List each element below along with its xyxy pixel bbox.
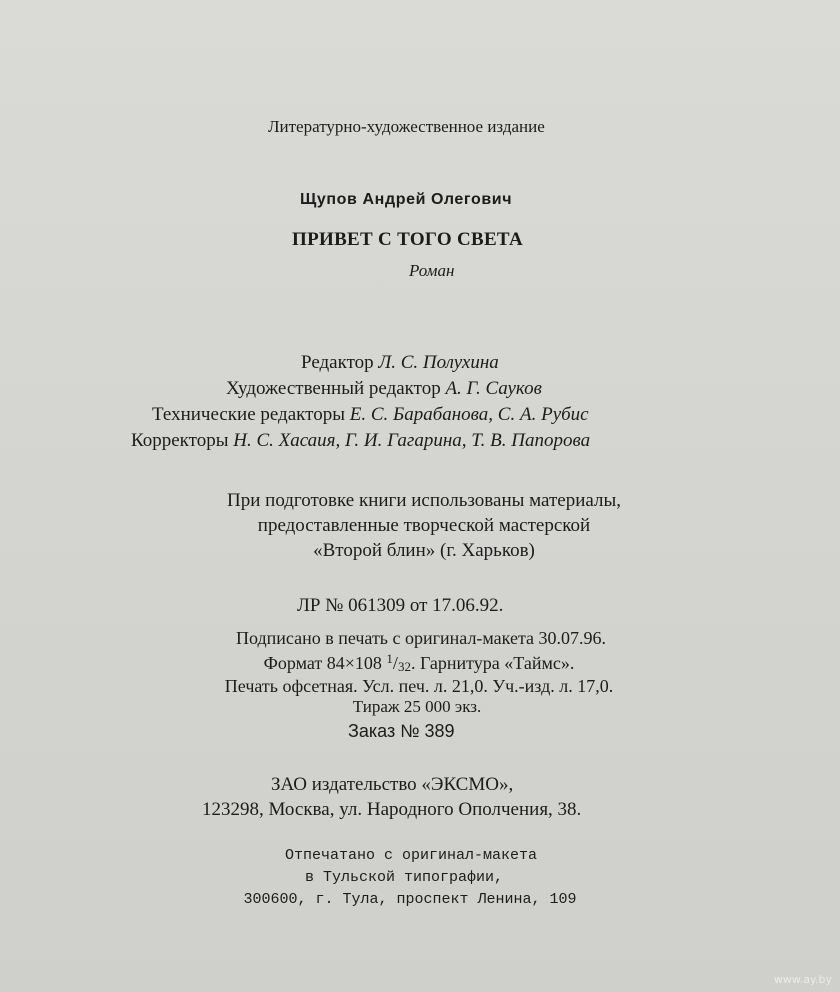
publisher-address: 123298, Москва, ул. Народного Ополчения, 38. <box>202 799 582 820</box>
credit-names: Н. С. Хасаия, Г. И. Гагарина, Т. В. Папорова <box>233 430 591 451</box>
format-denominator: 32 <box>397 659 411 674</box>
credit-art-editor <box>226 379 542 398</box>
order-number: Заказ № 389 <box>348 721 455 741</box>
credit-role: Художественный редактор <box>226 378 441 399</box>
book-title: ПРИВЕТ С ТОГО СВЕТА <box>292 229 523 250</box>
credit-role: Технические редакторы <box>152 404 345 425</box>
printed-line-3: 300600, г. Тула, проспект Ленина, 109 <box>243 891 577 908</box>
materials-note-line-1: При подготовке книги использованы материалы, <box>227 490 621 511</box>
format-prefix: Формат 84×108 <box>263 653 382 673</box>
credit-editor <box>301 353 499 372</box>
license-number: ЛР № 061309 от 17.06.92. <box>297 595 504 616</box>
author-name: Щупов Андрей Олегович <box>300 191 513 208</box>
materials-note-line-3: «Второй блин» (г. Харьков) <box>313 540 535 561</box>
site-watermark: www.ay.by <box>773 973 832 986</box>
publisher-name: ЗАО издательство «ЭКСМО», <box>271 774 514 795</box>
credit-names: Л. С. Полухина <box>378 352 499 373</box>
materials-note-line-2: предоставленные творческой мастерской <box>257 515 591 536</box>
printed-line-1: Отпечатано с оригинал-макета <box>284 847 538 864</box>
print-specs: Печать офсетная. Усл. печ. л. 21,0. Уч.-изд. л. 17,0. <box>224 676 614 696</box>
genre-label: Роман <box>409 261 455 280</box>
print-run: Тираж 25 000 экз. <box>352 697 482 716</box>
edition-type: Литературно-художественное издание <box>268 117 545 136</box>
credit-names: Е. С. Барабанова, С. А. Рубис <box>349 404 589 425</box>
signed-for-print: Подписано в печать с оригинал-макета 30.07.96. <box>235 628 607 648</box>
credit-names: А. Г. Сауков <box>445 378 542 399</box>
printed-line-2: в Тульской типографии, <box>304 869 504 886</box>
format-suffix: . Гарнитура «Таймс». <box>410 653 575 673</box>
credit-tech-editors <box>152 405 589 424</box>
credit-role: Корректоры <box>131 430 229 451</box>
format-line: Формат 84×108 $^1$/32. Гарнитура «Таймс». <box>263 651 575 674</box>
format-numerator: 1 <box>386 651 393 666</box>
credit-proofreaders <box>131 431 590 450</box>
credit-role: Редактор <box>301 352 374 373</box>
